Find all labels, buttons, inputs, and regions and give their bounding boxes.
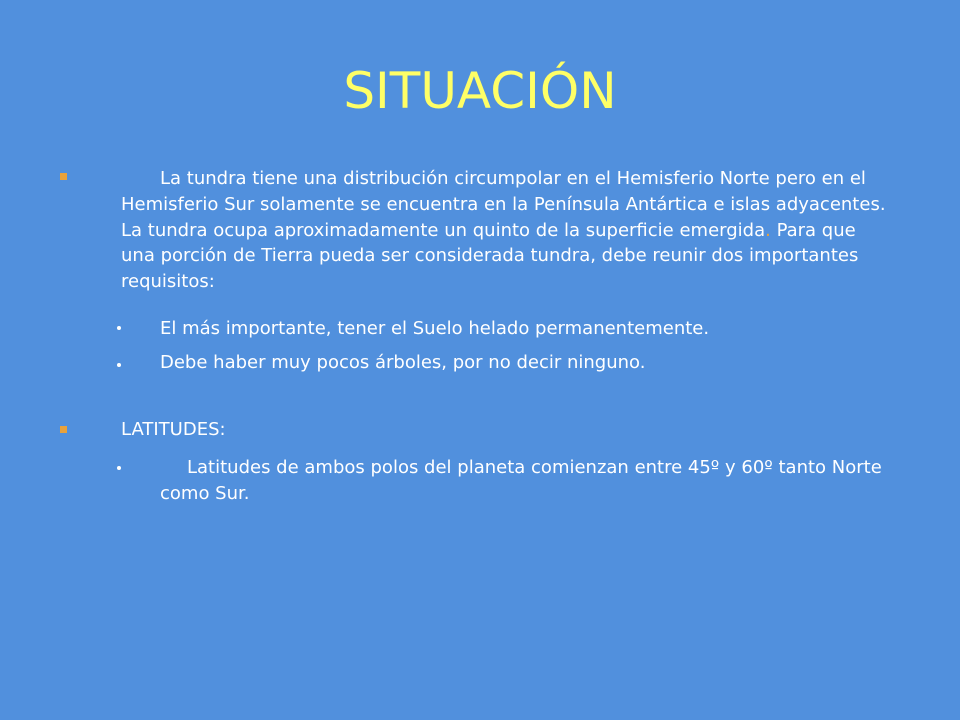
bullet-paragraph-1 — [121, 166, 891, 295]
sub-item-pocos-arboles: Debe haber muy pocos árboles, por no decir ninguno. — [160, 352, 646, 373]
bullet-paragraph-1-period: . — [765, 219, 771, 241]
bullet-marker-2 — [60, 426, 67, 433]
sub-item-suelo-helado: El más importante, tener el Suelo helado permanentemente. — [160, 318, 710, 339]
sub-item-latitudes: Latitudes de ambos polos del planeta comienzan entre 45º y 60º tanto Norte como Sur. — [160, 457, 882, 504]
bullet-marker-1 — [60, 173, 67, 180]
bullet-paragraph-1-text-a: La tundra tiene una distribución circumpolar en el Hemisferio Norte pero en el Hemisferio Sur solamente se encuentra en la Península Antártica e islas adyacentes. La tundra ocupa aproximadamente un quinto de la superficie emergida — [121, 168, 886, 241]
sub-bullet-marker-2 — [117, 363, 121, 367]
bullet-latitudes-heading: LATITUDES: — [121, 419, 226, 440]
sub-bullet-marker-3 — [117, 466, 121, 470]
sub-bullet-marker-1 — [117, 326, 121, 330]
slide-title: SITUACIÓN — [343, 62, 617, 120]
bullet-paragraph-1-text-b: Para que una porción de Tierra pueda ser considerada tundra, debe reunir dos importantes requisitos: — [121, 219, 859, 293]
